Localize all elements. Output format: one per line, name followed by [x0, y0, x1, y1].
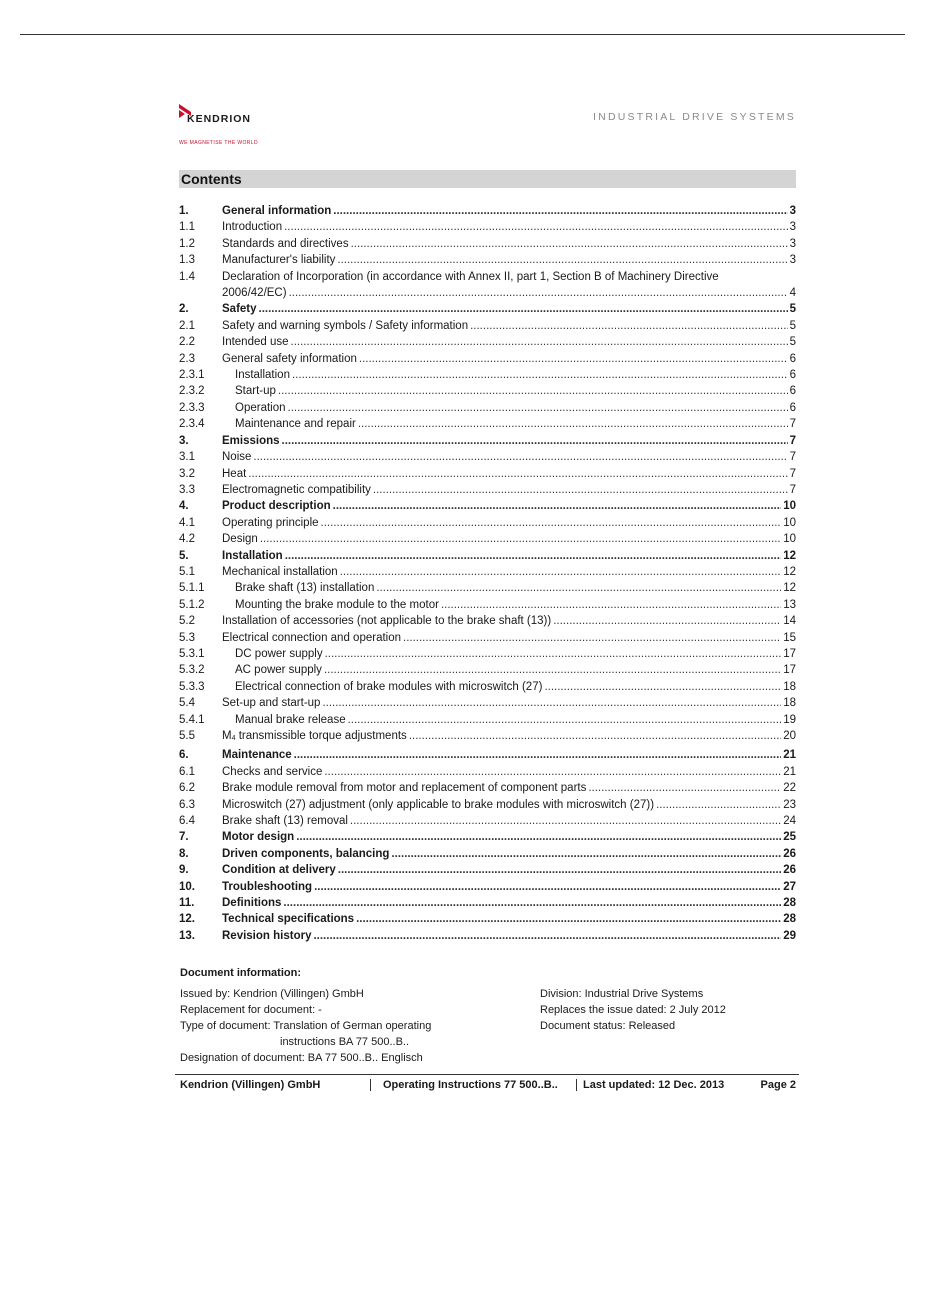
- toc-dot-leader: [373, 482, 788, 498]
- toc-entry-title: Revision history: [222, 929, 312, 942]
- toc-entry-title: Installation: [235, 369, 290, 382]
- toc-entry-number: 5.: [179, 549, 189, 562]
- toc-entry[interactable]: [179, 433, 796, 449]
- toc-dot-leader: [324, 662, 781, 678]
- toc-dot-leader: [350, 813, 781, 829]
- toc-entry-number: 2.3.1: [179, 369, 205, 382]
- toc-entry-page: 4: [789, 287, 796, 300]
- toc-dot-leader: [333, 203, 787, 219]
- toc-entry-title: Motor design: [222, 831, 295, 844]
- toc-entry-number: 8.: [179, 847, 189, 860]
- issued-by: Issued by: Kendrion (Villingen) GmbH: [180, 988, 364, 1000]
- toc-entry-number: 4.2: [179, 533, 195, 546]
- toc-entry[interactable]: [179, 334, 796, 350]
- toc-entry-title-rest: transmissible torque adjustments: [235, 730, 407, 742]
- toc-entry-title: Installation of accessories (not applicable to the brake shaft (13)): [222, 615, 552, 628]
- toc-entry-title: Safety: [222, 303, 257, 316]
- toc-entry-page: 28: [783, 897, 796, 910]
- toc-entry-page: 5: [789, 336, 796, 349]
- toc-entry-number: 3.1: [179, 451, 195, 464]
- toc-entry-title: Mounting the brake module to the motor: [235, 598, 439, 611]
- toc-entry-title: Set-up and start-up: [222, 697, 321, 710]
- toc-entry-number: 1.: [179, 205, 189, 217]
- toc-entry[interactable]: [179, 466, 796, 482]
- toc-entry-number: 5.4: [179, 697, 195, 710]
- toc-entry-page: 3: [789, 205, 796, 217]
- toc-entry-number: 2.3.2: [179, 385, 205, 398]
- designation: Designation of document: BA 77 500..B.. Englisch: [180, 1052, 423, 1064]
- toc-entry-page: 3: [789, 254, 796, 267]
- toc-entry-title: DC power supply: [235, 647, 323, 660]
- toc-entry[interactable]: [179, 351, 796, 367]
- toc-entry-number: 4.1: [179, 516, 195, 529]
- toc-entry[interactable]: [179, 646, 796, 662]
- toc-entry[interactable]: [179, 728, 796, 747]
- toc-entry-title: Maintenance and repair: [235, 418, 356, 431]
- toc-entry-page: 6: [789, 385, 796, 398]
- toc-entry-page: 12: [783, 582, 796, 595]
- toc-entry[interactable]: [179, 383, 796, 399]
- footer-company: Kendrion (Villingen) GmbH: [180, 1079, 321, 1091]
- toc-entry-number: 10.: [179, 880, 195, 893]
- toc-dot-leader: [333, 498, 782, 514]
- toc-entry-page: 10: [783, 516, 796, 529]
- toc-entry-number: 5.1: [179, 565, 195, 578]
- toc-entry-page: 12: [783, 565, 796, 578]
- toc-entry-title: Introduction: [222, 221, 283, 234]
- toc-entry[interactable]: [179, 679, 796, 695]
- toc-entry-page: 18: [783, 680, 796, 693]
- toc-entry-title: Electromagnetic compatibility: [222, 483, 371, 496]
- toc-entry-page: 6: [789, 401, 796, 414]
- footer-rule: [175, 1074, 799, 1075]
- toc-entry-page: 27: [783, 880, 796, 893]
- toc-entry-title: Operating principle: [222, 516, 319, 529]
- toc-entry-title: Start-up: [235, 385, 276, 398]
- toc-entry-page: 25: [783, 831, 796, 844]
- toc-entry[interactable]: [179, 203, 796, 219]
- footer-document: Operating Instructions 77 500..B..: [370, 1079, 558, 1091]
- toc-entry[interactable]: [179, 400, 796, 416]
- toc-dot-leader: [391, 846, 781, 862]
- toc-entry[interactable]: [179, 301, 796, 317]
- document-info-left: [180, 986, 520, 1066]
- toc-entry-title: 2006/42/EC): [222, 287, 287, 300]
- toc-dot-leader: [282, 433, 788, 449]
- toc-entry-page: 10: [783, 533, 796, 546]
- toc-entry-number: 6.: [179, 749, 189, 762]
- toc-dot-leader: [325, 646, 782, 662]
- replacement: Replacement for document: -: [180, 1004, 322, 1016]
- toc-dot-leader: [337, 252, 787, 268]
- toc-entry-page: 7: [789, 467, 796, 480]
- toc-entry-title: Definitions: [222, 897, 282, 910]
- toc-entry-title: AC power supply: [235, 664, 322, 677]
- toc-entry-page: 15: [783, 631, 796, 644]
- kendrion-logo: [179, 104, 279, 148]
- toc-entry-number: 9.: [179, 864, 189, 877]
- toc-entry-title: Safety and warning symbols / Safety information: [222, 319, 469, 332]
- toc-entry-number: 4.: [179, 500, 189, 513]
- toc-dot-leader: [359, 351, 788, 367]
- toc-entry-page: 23: [783, 798, 796, 811]
- toc-entry-page: 17: [783, 647, 796, 660]
- toc-entry[interactable]: [179, 236, 796, 252]
- toc-entry[interactable]: [179, 269, 796, 302]
- division: Division: Industrial Drive Systems: [540, 988, 704, 1000]
- toc-entry[interactable]: [179, 548, 796, 564]
- toc-entry-page: 5: [789, 319, 796, 332]
- toc-entry[interactable]: [179, 219, 796, 235]
- logo-slogan: WE MAGNETISE THE WORLD: [179, 140, 258, 146]
- toc-entry[interactable]: [179, 515, 796, 531]
- contents-title: Contents: [181, 171, 242, 187]
- toc-entry-title: Microswitch (27) adjustment (only applicable to brake modules with microswitch (27)): [222, 798, 655, 811]
- toc-entry-title: Brake shaft (13) installation: [235, 582, 375, 595]
- toc-entry-page: 21: [783, 765, 796, 778]
- toc-entry-subscript: 4: [231, 735, 236, 742]
- toc-dot-leader: [351, 236, 788, 252]
- toc-entry-number: 12.: [179, 913, 195, 926]
- toc-dot-leader: [278, 383, 788, 399]
- toc-dot-leader: [588, 780, 781, 796]
- toc-dot-leader: [296, 829, 781, 845]
- toc-dot-leader: [289, 285, 788, 301]
- toc-entry-title: Heat: [222, 467, 247, 480]
- toc-entry[interactable]: [179, 747, 796, 763]
- toc-entry-title: M: [222, 730, 232, 742]
- toc-dot-leader: [322, 695, 781, 711]
- toc-dot-leader: [358, 416, 788, 432]
- toc-entry-title: Manufacturer's liability: [222, 254, 336, 267]
- toc-dot-leader: [376, 580, 781, 596]
- toc-entry-page: 21: [783, 749, 796, 762]
- toc-entry-page: 26: [783, 864, 796, 877]
- toc-entry-number: 2.2: [179, 336, 195, 349]
- toc-entry-number: 5.4.1: [179, 713, 205, 726]
- toc-entry[interactable]: [179, 449, 796, 465]
- top-rule: [20, 34, 905, 35]
- toc-entry-number: 5.3.1: [179, 647, 205, 660]
- toc-entry[interactable]: [179, 879, 796, 895]
- toc-dot-leader: [285, 548, 782, 564]
- toc-entry-title: Driven components, balancing: [222, 847, 390, 860]
- toc-entry-page: 22: [783, 782, 796, 795]
- toc-entry-title: Electrical connection of brake modules with microswitch (27): [235, 680, 543, 693]
- toc-entry[interactable]: [179, 564, 796, 580]
- toc-entry-number: 1.1: [179, 221, 195, 234]
- toc-entry-page: 12: [783, 549, 796, 562]
- toc-entry[interactable]: [179, 780, 796, 796]
- toc-dot-leader: [248, 466, 787, 482]
- toc-entry-number: 5.5: [179, 730, 195, 742]
- toc-dot-leader: [324, 764, 781, 780]
- toc-entry[interactable]: [179, 416, 796, 432]
- toc-entry-number: 5.1.2: [179, 598, 205, 611]
- toc-entry-title: Condition at delivery: [222, 864, 336, 877]
- toc-entry-title: Operation: [235, 401, 286, 414]
- toc-entry-page: 17: [783, 664, 796, 677]
- toc-entry[interactable]: [179, 613, 796, 629]
- toc-dot-leader: [292, 367, 788, 383]
- toc-entry-page: 20: [783, 730, 796, 742]
- toc-dot-leader: [321, 515, 782, 531]
- table-of-contents: [179, 203, 796, 944]
- toc-entry-title: Intended use: [222, 336, 289, 349]
- toc-dot-leader: [348, 712, 782, 728]
- toc-entry[interactable]: [179, 813, 796, 829]
- toc-entry-title: General safety information: [222, 352, 357, 365]
- toc-entry-number: 6.1: [179, 765, 195, 778]
- toc-entry-page: 13: [783, 598, 796, 611]
- toc-entry-number: 7.: [179, 831, 189, 844]
- toc-entry-page: 3: [789, 237, 796, 250]
- toc-entry-title: Manual brake release: [235, 713, 346, 726]
- toc-entry-title: Checks and service: [222, 765, 323, 778]
- toc-entry[interactable]: [179, 662, 796, 678]
- toc-entry-title: Electrical connection and operation: [222, 631, 402, 644]
- toc-entry[interactable]: [179, 580, 796, 596]
- toc-entry[interactable]: [179, 928, 796, 944]
- toc-entry-title: Noise: [222, 451, 252, 464]
- toc-dot-leader: [656, 797, 781, 813]
- toc-entry-number: 6.3: [179, 798, 195, 811]
- toc-entry-number: 5.3.2: [179, 664, 205, 677]
- toc-entry-page: 24: [783, 815, 796, 828]
- toc-entry[interactable]: [179, 829, 796, 845]
- replaces-issue: Replaces the issue dated: 2 July 2012: [540, 1004, 726, 1016]
- toc-entry-page: 26: [783, 847, 796, 860]
- toc-dot-leader: [403, 630, 781, 646]
- toc-entry-number: 2.3.4: [179, 418, 205, 431]
- toc-dot-leader: [291, 334, 788, 350]
- toc-entry-number: 1.3: [179, 254, 195, 267]
- toc-dot-leader: [314, 879, 781, 895]
- toc-entry-page: 28: [783, 913, 796, 926]
- toc-entry-title: Maintenance: [222, 749, 292, 762]
- toc-entry-title: Troubleshooting: [222, 880, 313, 893]
- toc-entry-page: 10: [783, 500, 796, 513]
- toc-entry[interactable]: [179, 252, 796, 268]
- toc-entry-number: 6.2: [179, 782, 195, 795]
- toc-entry-page: 7: [789, 434, 796, 447]
- toc-dot-leader: [409, 728, 781, 744]
- type-of-document-cont: instructions BA 77 500..B..: [280, 1036, 410, 1048]
- toc-entry-number: 5.2: [179, 615, 195, 628]
- toc-entry[interactable]: [179, 318, 796, 334]
- toc-dot-leader: [356, 911, 781, 927]
- toc-entry-number: 5.3: [179, 631, 195, 644]
- toc-entry-number: 2.: [179, 303, 189, 316]
- toc-entry-number: 1.2: [179, 237, 195, 250]
- toc-entry-number: 1.4: [179, 270, 195, 283]
- toc-entry-page: 29: [783, 929, 796, 942]
- toc-entry-title: Installation: [222, 549, 283, 562]
- toc-entry-number: 2.3.3: [179, 401, 205, 414]
- toc-entry[interactable]: [179, 712, 796, 728]
- toc-entry-title: Mechanical installation: [222, 565, 338, 578]
- toc-entry[interactable]: [179, 895, 796, 911]
- toc-entry-number: 5.3.3: [179, 680, 205, 693]
- toc-dot-leader: [259, 301, 788, 317]
- toc-dot-leader: [283, 895, 781, 911]
- toc-entry[interactable]: [179, 764, 796, 780]
- toc-entry-page: 3: [789, 221, 796, 234]
- toc-entry[interactable]: [179, 597, 796, 613]
- toc-dot-leader: [338, 862, 781, 878]
- toc-entry-title: Design: [222, 533, 258, 546]
- toc-entry[interactable]: [179, 630, 796, 646]
- document-status: Document status: Released: [540, 1020, 676, 1032]
- toc-dot-leader: [553, 613, 781, 629]
- toc-entry-title: Emissions: [222, 434, 280, 447]
- toc-entry-number: 6.4: [179, 815, 195, 828]
- toc-dot-leader: [288, 400, 788, 416]
- toc-entry-page: 6: [789, 369, 796, 382]
- toc-dot-leader: [470, 318, 788, 334]
- toc-entry-page: 7: [789, 451, 796, 464]
- type-of-document: Type of document: Translation of German operating: [180, 1020, 432, 1032]
- toc-entry-page: 19: [783, 713, 796, 726]
- toc-entry-number: 3.2: [179, 467, 195, 480]
- toc-dot-leader: [441, 597, 781, 613]
- toc-entry-number: 13.: [179, 929, 195, 942]
- toc-entry-title: General information: [222, 205, 332, 217]
- document-info-title: Document information:: [180, 967, 301, 979]
- toc-entry[interactable]: [179, 911, 796, 927]
- footer-last-updated: Last updated: 12 Dec. 2013: [576, 1079, 724, 1091]
- toc-entry[interactable]: [179, 846, 796, 862]
- toc-entry-title: Declaration of Incorporation (in accordance with Annex II, part 1, Section B of Machinery Directive: [222, 270, 719, 283]
- toc-entry-number: 5.1.1: [179, 582, 205, 595]
- toc-dot-leader: [544, 679, 781, 695]
- toc-entry-number: 2.3: [179, 352, 195, 365]
- toc-entry-title: Brake shaft (13) removal: [222, 815, 348, 828]
- toc-dot-leader: [253, 449, 787, 465]
- toc-entry-page: 14: [783, 615, 796, 628]
- toc-dot-leader: [313, 928, 781, 944]
- toc-entry-title: Brake module removal from motor and replacement of component parts: [222, 782, 587, 795]
- toc-entry-page: 18: [783, 697, 796, 710]
- toc-entry-page: 6: [789, 352, 796, 365]
- toc-entry-number: 2.1: [179, 319, 195, 332]
- toc-entry-number: 3.: [179, 434, 189, 447]
- toc-entry-number: 3.3: [179, 483, 195, 496]
- toc-entry-number: 11.: [179, 897, 195, 910]
- toc-dot-leader: [260, 531, 781, 547]
- toc-entry[interactable]: [179, 482, 796, 498]
- toc-entry[interactable]: [179, 531, 796, 547]
- logo-text: KENDRION: [187, 113, 252, 125]
- toc-entry[interactable]: [179, 367, 796, 383]
- toc-entry[interactable]: [179, 695, 796, 711]
- toc-entry[interactable]: [179, 498, 796, 514]
- toc-entry-title: Technical specifications: [222, 913, 355, 926]
- toc-entry-title: Product description: [222, 500, 331, 513]
- toc-entry-page: 5: [789, 303, 796, 316]
- toc-entry[interactable]: [179, 862, 796, 878]
- header-division: INDUSTRIAL DRIVE SYSTEMS: [593, 111, 796, 123]
- footer-page-number: Page 2: [760, 1079, 796, 1091]
- contents-heading-bar: [179, 170, 796, 188]
- document-info-right: [540, 986, 800, 1034]
- toc-entry[interactable]: [179, 797, 796, 813]
- toc-dot-leader: [284, 219, 787, 235]
- toc-dot-leader: [294, 747, 782, 763]
- toc-entry-page: 7: [789, 483, 796, 496]
- toc-dot-leader: [340, 564, 782, 580]
- toc-entry-title: Standards and directives: [222, 237, 349, 250]
- toc-entry-page: 7: [789, 418, 796, 431]
